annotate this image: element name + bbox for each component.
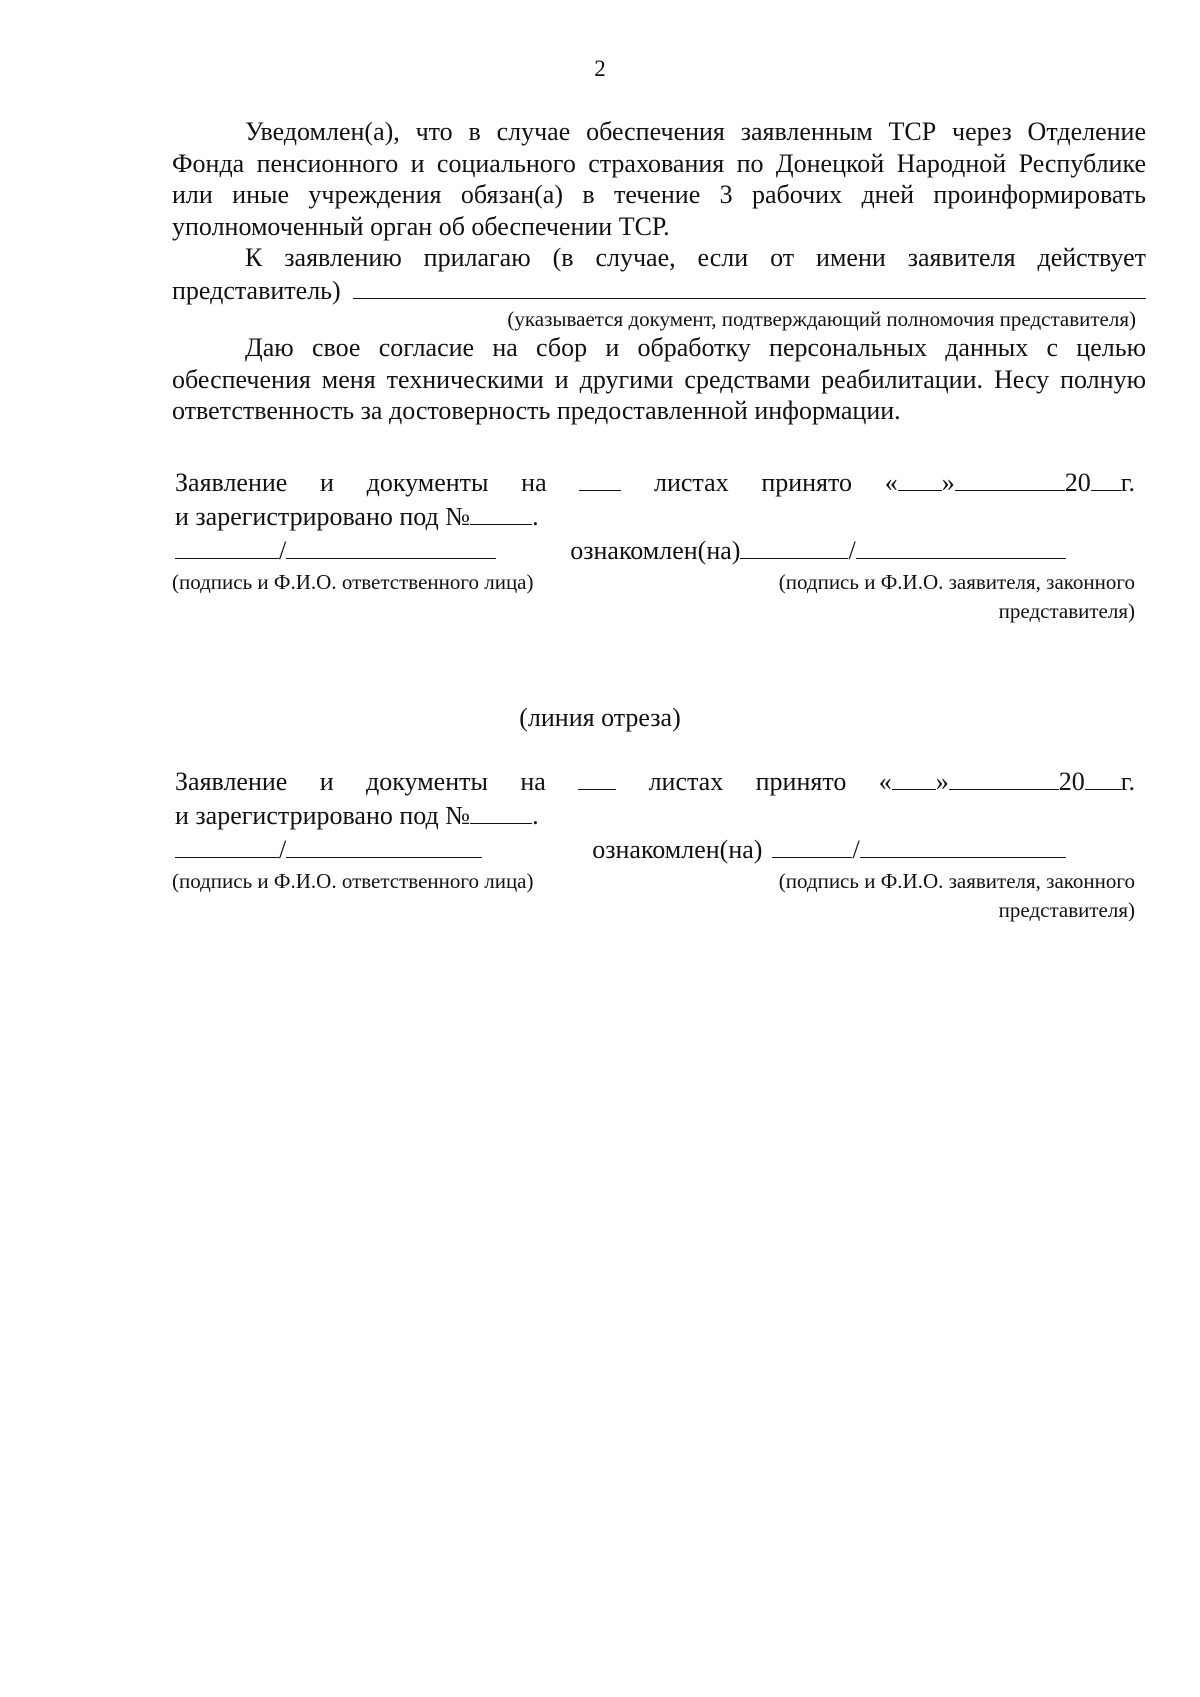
official-signature-blank[interactable] <box>175 835 279 858</box>
receipt-block-2 <box>172 765 1135 925</box>
registration-number-blank[interactable] <box>470 801 532 824</box>
word-on: на <box>521 468 547 497</box>
word-documents: документы <box>366 767 488 796</box>
registered-label: и зарегистрировано под № <box>175 801 471 830</box>
caption-official: (подпись и Ф.И.О. ответственного лица) <box>172 869 534 893</box>
registration-number-blank[interactable] <box>470 502 532 525</box>
receipt-registered-line: и зарегистрировано под № . <box>175 500 1135 534</box>
applicant-signature-blank[interactable] <box>772 835 852 858</box>
date-field: « » 20 г. <box>878 767 1135 796</box>
applicant-name-blank[interactable] <box>860 835 1066 858</box>
official-signature-blank[interactable] <box>175 536 279 559</box>
cut-line-label: (линия отреза) <box>519 703 681 732</box>
word-sheets: листах <box>648 767 724 796</box>
receipt-accept-line <box>175 765 1135 799</box>
signature-captions <box>172 568 1135 626</box>
applicant-signature-blank[interactable] <box>740 536 848 559</box>
word-accepted: принято <box>755 767 847 796</box>
word-and: и <box>319 767 334 796</box>
official-name-blank[interactable] <box>286 536 496 559</box>
representative-document-blank[interactable] <box>353 274 1146 299</box>
application-body <box>172 116 1146 427</box>
consent-paragraph: Даю свое согласие на сбор и обработку персональных данных с целью обеспечения меня техническими и другими средствами реабилитации. Несу полную ответственность за достоверность предоставленной информации. <box>172 333 1146 425</box>
attachment-representative-line <box>172 274 1146 307</box>
page-number: 2 <box>594 56 606 81</box>
sheets-count-blank[interactable] <box>578 767 616 790</box>
word-statement: Заявление <box>175 767 288 796</box>
year-blank[interactable] <box>1085 767 1121 790</box>
date-field: « » 20 г. <box>884 468 1135 497</box>
sheets-count-blank[interactable] <box>579 468 621 491</box>
caption-applicant: (подпись и Ф.И.О. заявителя, законного представителя) <box>778 570 1135 623</box>
word-sheets: листах <box>653 468 729 497</box>
receipt-accept-line <box>175 466 1135 500</box>
word-statement: Заявление <box>175 468 288 497</box>
year-blank[interactable] <box>1091 468 1121 491</box>
acquainted-label: ознакомлен(на) <box>592 835 763 864</box>
caption-applicant: (подпись и Ф.И.О. заявителя, законного представителя) <box>778 869 1135 922</box>
applicant-name-blank[interactable] <box>856 536 1066 559</box>
word-accepted: принято <box>761 468 853 497</box>
attachment-paragraph-line1: К заявлению прилагаю (в случае, если от имени заявителя действует <box>245 243 1146 272</box>
registered-label: и зарегистрировано под № <box>175 502 471 531</box>
receipt-signature-line: / ознакомлен(на) / <box>175 534 1135 568</box>
receipt-block-1 <box>172 466 1135 626</box>
acquainted-label: ознакомлен(на) <box>570 536 741 565</box>
receipt-registered-line: и зарегистрировано под № . <box>175 799 1135 833</box>
notice-paragraph: Уведомлен(а), что в случае обеспечения заявленным ТСР через Отделение Фонда пенсионного и социального страхования по Донецкой Народной Республике или иные учреждения обязан(а) в течение 3 рабочих дней проинформировать уполномоченный орган об обеспечении ТСР. <box>172 117 1146 241</box>
day-blank[interactable] <box>898 468 942 491</box>
signature-captions <box>172 867 1135 925</box>
receipt-signature-line: / ознакомлен(на) / <box>175 833 1135 867</box>
attachment-caption: (указывается документ, подтверждающий полномочия представителя) <box>507 307 1136 331</box>
official-name-blank[interactable] <box>286 835 482 858</box>
word-on: на <box>520 767 546 796</box>
word-and: и <box>320 468 334 497</box>
word-documents: документы <box>366 468 489 497</box>
month-blank[interactable] <box>949 767 1059 790</box>
attachment-paragraph-line2: представитель) <box>172 275 341 305</box>
day-blank[interactable] <box>892 767 936 790</box>
caption-official: (подпись и Ф.И.О. ответственного лица) <box>172 570 534 594</box>
month-blank[interactable] <box>955 468 1065 491</box>
